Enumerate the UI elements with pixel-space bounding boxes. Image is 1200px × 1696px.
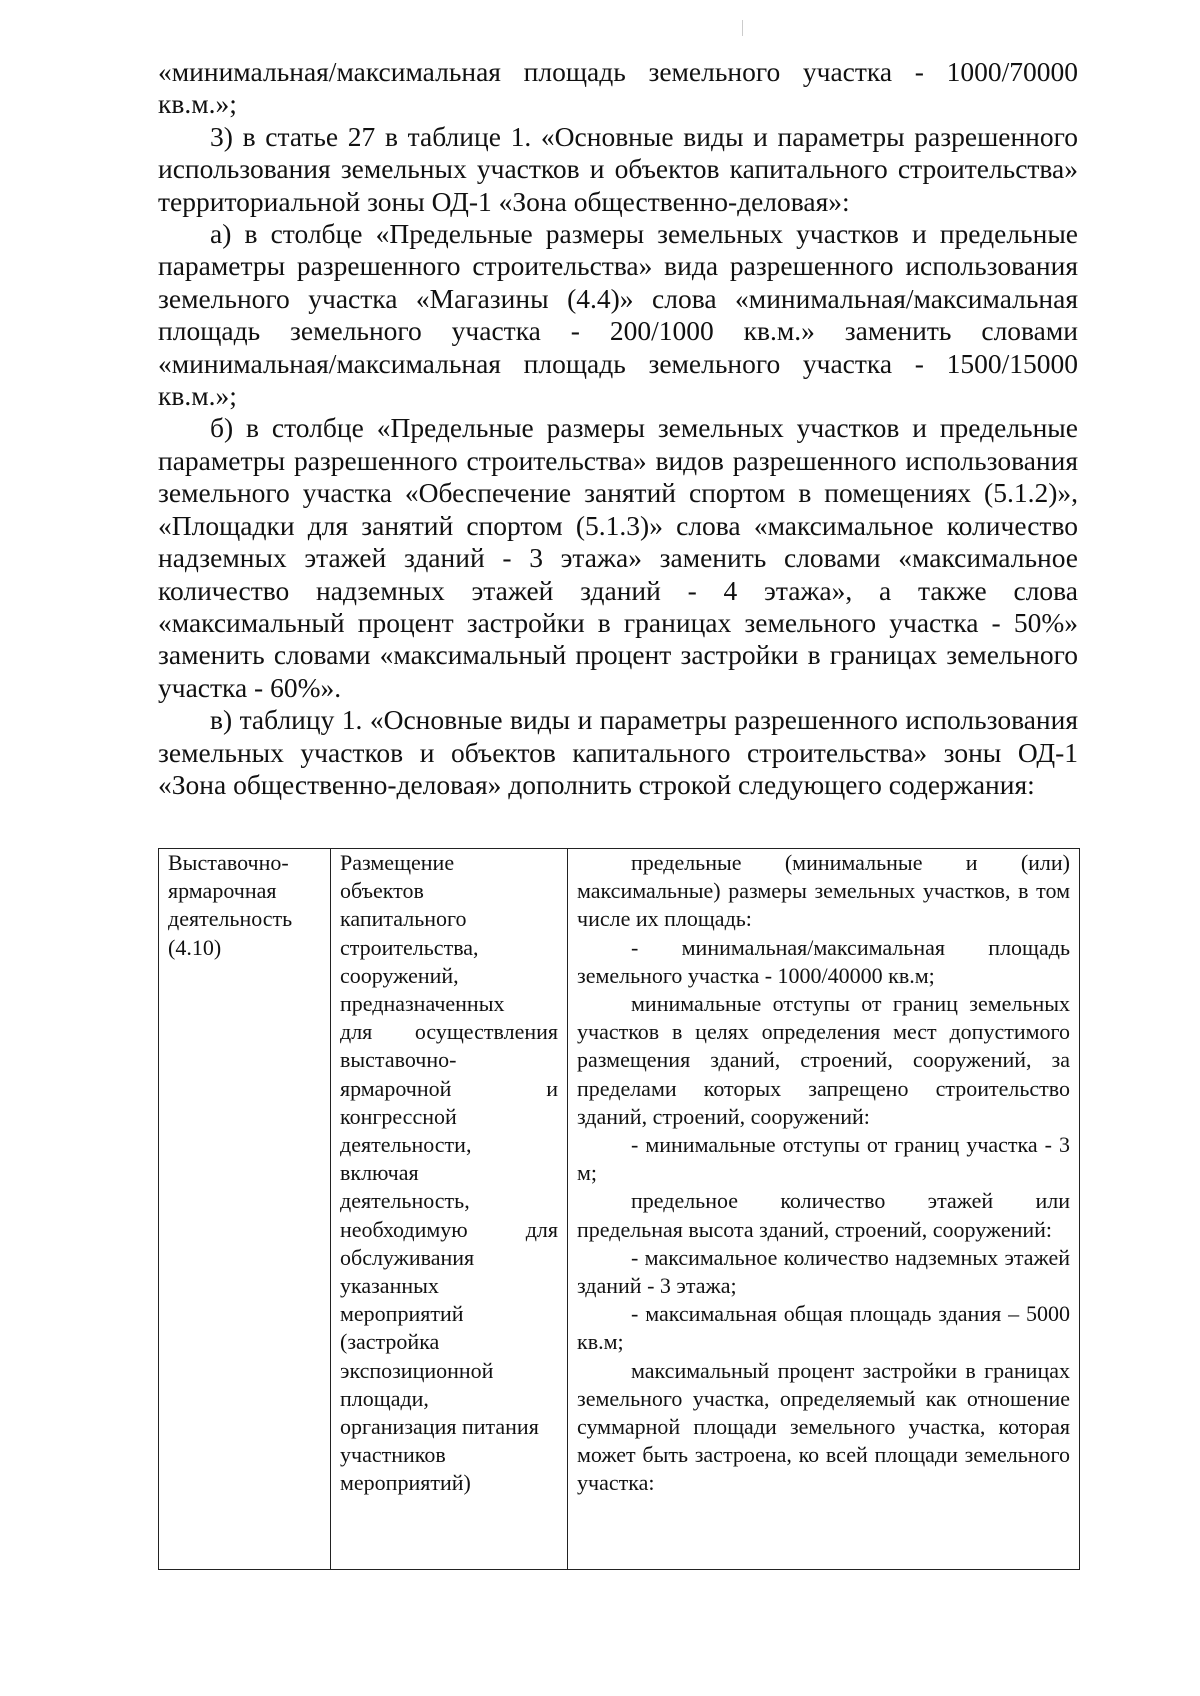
cell-line: мероприятий) xyxy=(340,1470,471,1496)
cell-line: мероприятий xyxy=(340,1301,464,1327)
cell-line: капитального xyxy=(340,906,467,932)
body-text xyxy=(158,56,1078,801)
cell-line: обслуживания xyxy=(340,1244,475,1270)
cell-line: указанных xyxy=(340,1273,439,1299)
cell-paragraph: максимальный процент застройки в границах земельного участка, определяемый как отношение суммарной площади земельного участка, которая может быть застроена, ко всей площади земельного участка: xyxy=(577,1357,1070,1496)
cell-line: включая xyxy=(340,1160,419,1186)
cell-line: выставочно- xyxy=(340,1047,457,1073)
cell-paragraph: предельное количество этажей или предельная высота зданий, строений, сооружений: xyxy=(577,1188,1070,1242)
cell-line: предназначенных xyxy=(340,991,505,1017)
cell-paragraph: - минимальные отступы от границ участка - 3 м; xyxy=(577,1132,1070,1186)
table-row xyxy=(159,849,1080,1570)
cell-line: сооружений, xyxy=(340,962,459,988)
cell-paragraph: минимальные отступы от границ земельных участков в целях определения мест допустимого размещения зданий, строений, сооружений, за пределами которых запрещено строительство зданий, строений, сооружений: xyxy=(577,991,1070,1129)
cell-line: для осуществления xyxy=(340,1019,558,1045)
cell-line: организация питания xyxy=(340,1414,539,1440)
paragraph-continuation: «минимальная/максимальная площадь земельного участка - 1000/70000 кв.м.»; xyxy=(158,56,1078,120)
cell-line: Размещение xyxy=(340,850,455,875)
cell-paragraph: - минимальная/максимальная площадь земельного участка - 1000/40000 кв.м; xyxy=(577,934,1070,988)
table-cell-use-type xyxy=(159,849,331,1570)
cell-line: объектов xyxy=(340,878,424,904)
cell-line: (застройка xyxy=(340,1329,440,1355)
cell-paragraph: - максимальное количество надземных этажей зданий - 3 этажа; xyxy=(577,1244,1070,1299)
cell-line: деятельность, xyxy=(340,1188,470,1214)
table-cell-parameters xyxy=(568,849,1080,1570)
paragraph-item-v: в) таблицу 1. «Основные виды и параметры разрешенного использования земельных участков и объектов капитального строительства» зоны ОД-1 «Зона общественно-деловая» дополнить строкой следующего содержания: xyxy=(158,704,1078,800)
paragraph-item-3: 3) в статье 27 в таблице 1. «Основные виды и параметры разрешенного использования земельных участков и объектов капитального строительства» территориальной зоны ОД-1 «Зона общественно-деловая»: xyxy=(158,120,1078,217)
cell-line: конгрессной xyxy=(340,1103,457,1129)
cell-line: экспозиционной xyxy=(340,1357,494,1383)
cell-line: деятельность xyxy=(168,906,293,932)
cell-paragraph: - максимальная общая площадь здания – 5000 кв.м; xyxy=(577,1301,1070,1355)
scan-mark xyxy=(742,20,743,36)
paragraph-item-a: а) в столбце «Предельные размеры земельных участков и предельные параметры разрешенного строительства» вида разрешенного использования земельного участка «Магазины (4.4)» слова «минимальная/максимальная площадь земельного участка - 200/1000 кв.м.» заменить словами «минимальная/максимальная площадь земельного участка - 1500/15000 кв.м.»; xyxy=(158,218,1078,412)
cell-line: (4.10) xyxy=(168,934,222,960)
cell-line: Выставочно- xyxy=(168,850,289,875)
cell-line: ярмарочной и xyxy=(340,1075,558,1101)
cell-line: ярмарочная xyxy=(168,878,277,904)
paragraph-item-b: б) в столбце «Предельные размеры земельных участков и предельные параметры разрешенного строительства» видов разрешенного использования земельного участка «Обеспечение занятий спортом в помещениях (5.1.2)», «Площадки для занятий спортом (5.1.3)» слова «максимальное количество надземных этажей зданий - 3 этажа» заменить словами «максимальное количество надземных этажей зданий - 4 этажа», а также слова «максимальный процент застройки в границах земельного участка - 50%» заменить словами «максимальный процент застройки в границах земельного участка - 60%». xyxy=(158,412,1078,703)
cell-paragraph: предельные (минимальные и (или) максимальные) размеры земельных участков, в том числе их площадь: xyxy=(577,850,1070,932)
table-cell-description xyxy=(331,849,568,1570)
zoning-table xyxy=(158,848,1080,1570)
cell-line: деятельности, xyxy=(340,1132,472,1158)
cell-line: площади, xyxy=(340,1385,429,1411)
cell-line: участников xyxy=(340,1442,446,1468)
cell-line: необходимую для xyxy=(340,1216,558,1242)
cell-line: строительства, xyxy=(340,934,479,960)
